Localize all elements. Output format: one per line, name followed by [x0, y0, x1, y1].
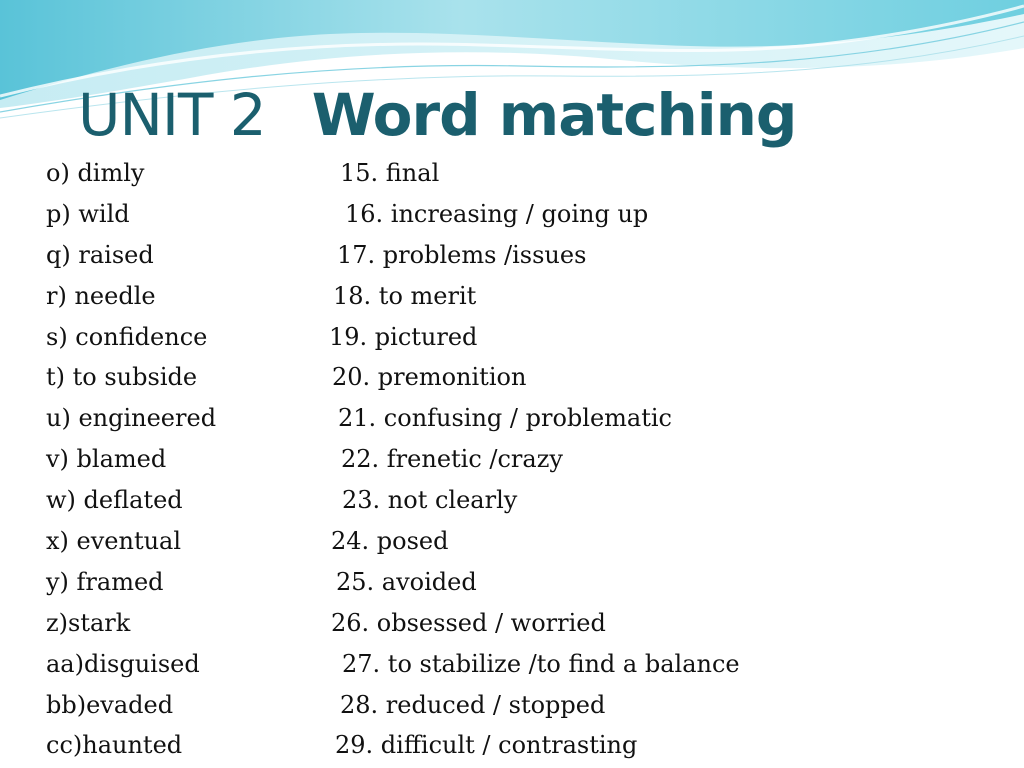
definition: 27. to stabilize /to find a balance [342, 649, 740, 678]
list-item [0, 603, 1024, 644]
definition: 23. not clearly [342, 486, 518, 515]
list-item [0, 398, 1024, 439]
vocabulary-word: x) eventual [46, 527, 182, 556]
vocabulary-word: bb)evaded [46, 690, 174, 719]
vocabulary-word: w) deflated [46, 486, 183, 515]
vocabulary-word: z)stark [46, 608, 131, 637]
list-item [0, 439, 1024, 480]
definition: 19. pictured [329, 322, 478, 351]
list-item [0, 725, 1024, 766]
list-item [0, 685, 1024, 726]
definition: 28. reduced / stopped [340, 690, 606, 719]
vocabulary-word: o) dimly [46, 159, 145, 187]
vocabulary-word: cc)haunted [46, 731, 183, 760]
list-item [0, 153, 1024, 194]
vocabulary-word: p) wild [46, 199, 130, 228]
definition: 16. increasing / going up [345, 199, 649, 228]
list-item [0, 644, 1024, 685]
definition: 21. confusing / problematic [338, 404, 672, 433]
definition: 25. avoided [336, 567, 477, 596]
definition: 15. final [340, 159, 440, 187]
page-title [78, 72, 796, 158]
list-item [0, 521, 1024, 562]
title-topic: Word matching [311, 81, 797, 149]
vocabulary-word: s) confidence [46, 322, 208, 351]
vocabulary-word: r) needle [46, 281, 156, 310]
definition: 20. premonition [332, 363, 527, 392]
definition: 17. problems /issues [337, 240, 587, 269]
list-item [0, 276, 1024, 317]
word-matching-list [0, 153, 1024, 766]
vocabulary-word: v) blamed [46, 445, 167, 474]
list-item [0, 317, 1024, 358]
list-item [0, 562, 1024, 603]
list-item [0, 235, 1024, 276]
title-unit: UNIT 2 [78, 81, 266, 149]
vocabulary-word: y) framed [46, 567, 164, 596]
list-item [0, 357, 1024, 398]
definition: 24. posed [331, 527, 449, 556]
definition: 18. to merit [333, 281, 477, 310]
definition: 22. frenetic /crazy [341, 445, 563, 474]
vocabulary-word: t) to subside [46, 363, 198, 392]
definition: 29. difficult / contrasting [335, 731, 638, 760]
definition: 26. obsessed / worried [331, 608, 606, 637]
list-item [0, 194, 1024, 235]
vocabulary-word: q) raised [46, 240, 154, 269]
list-item [0, 480, 1024, 521]
vocabulary-word: aa)disguised [46, 649, 200, 678]
vocabulary-word: u) engineered [46, 404, 217, 433]
